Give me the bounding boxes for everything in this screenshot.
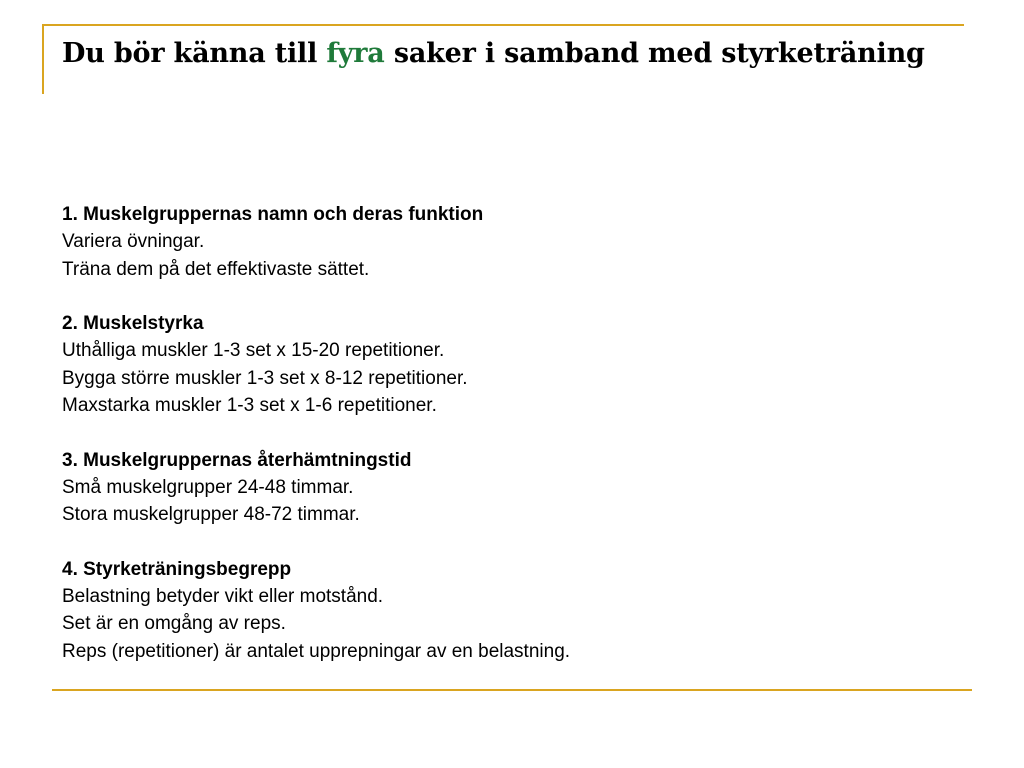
top-rule bbox=[42, 24, 964, 26]
section-heading: 2. Muskelstyrka bbox=[62, 313, 204, 335]
section-training-terms bbox=[62, 556, 962, 665]
section-line: Reps (repetitioner) är antalet upprepningar av en belastning. bbox=[62, 640, 571, 662]
title-accent-word: fyra bbox=[326, 38, 385, 69]
section-line: Belastning betyder vikt eller motstånd. bbox=[62, 586, 384, 608]
section-line: Variera övningar. bbox=[62, 231, 205, 253]
section-muscle-groups bbox=[62, 201, 962, 283]
slide-title bbox=[62, 38, 925, 69]
section-heading: 4. Styrketräningsbegrepp bbox=[62, 558, 292, 580]
title-prefix: Du bör känna till bbox=[62, 38, 318, 69]
section-line: Bygga större muskler 1-3 set x 8-12 repetitioner. bbox=[62, 367, 468, 389]
section-line: Uthålliga muskler 1-3 set x 15-20 repetitioner. bbox=[62, 340, 445, 362]
slide-body bbox=[62, 201, 962, 665]
section-line: Små muskelgrupper 24-48 timmar. bbox=[62, 476, 354, 498]
section-line: Set är en omgång av reps. bbox=[62, 613, 286, 635]
section-heading: 3. Muskelgruppernas återhämtningstid bbox=[62, 449, 412, 471]
section-muscle-strength bbox=[62, 310, 962, 419]
section-line: Träna dem på det effektivaste sättet. bbox=[62, 258, 370, 280]
section-recovery-time bbox=[62, 447, 962, 529]
bottom-rule bbox=[52, 689, 972, 691]
left-rule bbox=[42, 24, 44, 94]
section-line: Stora muskelgrupper 48-72 timmar. bbox=[62, 504, 360, 526]
section-heading: 1. Muskelgruppernas namn och deras funktion bbox=[62, 204, 484, 225]
title-suffix: saker i samband med styrketräning bbox=[393, 38, 925, 69]
section-line: Maxstarka muskler 1-3 set x 1-6 repetitioner. bbox=[62, 395, 437, 417]
